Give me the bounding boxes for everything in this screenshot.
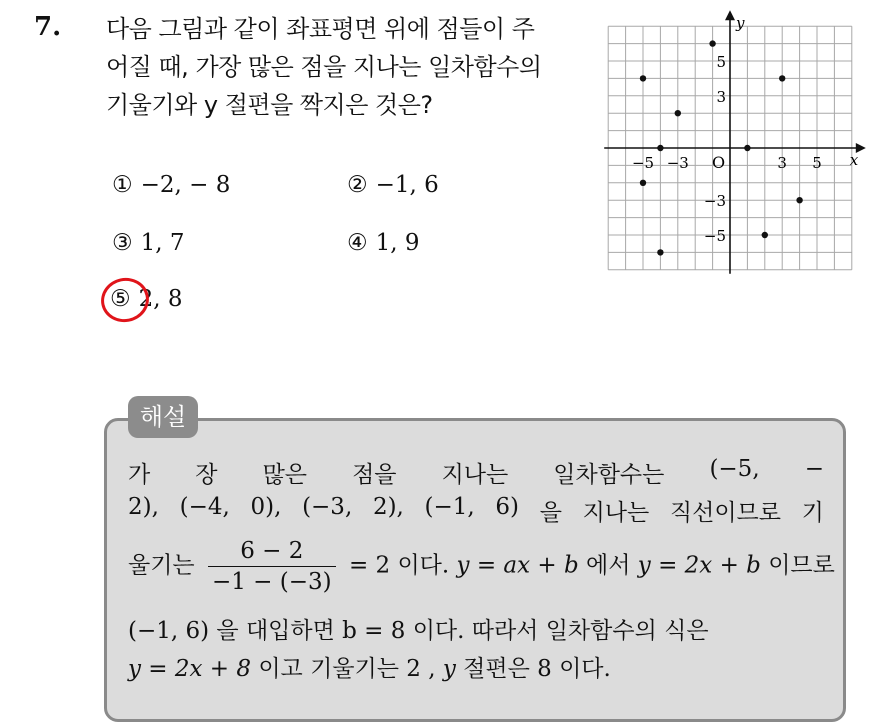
data-point — [640, 180, 646, 186]
choice-2[interactable] — [347, 172, 439, 198]
solution-prefix: 울기는 — [128, 552, 195, 579]
solution-line-2-word: 지나는 — [582, 500, 650, 526]
fraction-numerator: 6 − 2 — [208, 538, 336, 567]
choice-3-text: 1, 7 — [140, 230, 185, 256]
data-point — [675, 110, 681, 116]
solution-line-2-word: 6) — [495, 494, 520, 520]
solution-intercept-text: 절편은 8 이다. — [463, 656, 611, 682]
y-axis-label: y — [736, 14, 745, 33]
solution-line-2-word: (−3, — [302, 494, 353, 520]
question-line-2: 어질 때, 가장 많은 점을 지나는 일차함수의 — [106, 53, 542, 81]
question-line-1: 다음 그림과 같이 좌표평면 위에 점들이 주 — [106, 15, 535, 43]
choice-3[interactable] — [112, 230, 185, 256]
solution-line-1-word: − — [804, 456, 824, 482]
equation-partial-suffix: 이므로 — [768, 552, 835, 579]
y-tick-label: −5 — [703, 227, 726, 245]
equation-general-suffix: 에서 — [586, 552, 631, 579]
solution-slope-result: = 2 이다. — [348, 552, 450, 579]
y-tick-label: −3 — [703, 192, 726, 211]
data-point — [657, 249, 663, 255]
y-label: y — [442, 656, 456, 682]
solution-line-2-word: 0), — [250, 494, 282, 520]
solution-line-2-word: 기 — [801, 500, 824, 526]
choice-5-number: ⑤ — [110, 286, 131, 312]
coordinate-graph — [608, 14, 859, 270]
choice-1[interactable] — [112, 172, 230, 198]
solution-line-3 — [128, 538, 835, 595]
choice-4[interactable] — [347, 230, 420, 256]
solution-line-1-word: (−5, — [709, 456, 760, 482]
solution-line-2-word: 2), — [128, 494, 159, 520]
solution-line-2-word: 직선이므로 — [669, 500, 781, 526]
solution-line-1 — [128, 456, 824, 489]
x-tick-label: 5 — [812, 154, 822, 172]
x-axis-label: x — [849, 151, 859, 169]
solution-line-5 — [128, 650, 824, 683]
data-point — [779, 75, 785, 81]
solution-line-1-word: 많은 — [262, 462, 307, 488]
solution-line-2 — [128, 494, 824, 527]
solution-line-1-word: 장 — [195, 462, 218, 488]
y-axis-arrow — [725, 10, 735, 20]
data-point — [796, 197, 802, 203]
choice-1-text: −2, − 8 — [140, 172, 231, 198]
question-text — [106, 10, 586, 124]
solution-line-4: (−1, 6) 을 대입하면 b = 8 이다. 따라서 일차함수의 식은 — [128, 618, 709, 644]
solution-line-2-word: 2), — [372, 494, 404, 520]
fraction-denominator: −1 − (−3) — [211, 569, 332, 595]
choice-3-number: ③ — [112, 230, 133, 256]
question-number: 7. — [34, 12, 62, 42]
solution-line-1-word: 점을 — [352, 462, 397, 488]
y-tick-label: 5 — [716, 53, 726, 71]
choice-4-number: ④ — [347, 230, 368, 256]
data-point — [709, 40, 715, 46]
equation-partial: y = 2x + b — [637, 552, 761, 579]
solution-line-1-word: 일차함수는 — [553, 462, 665, 488]
x-tick-label: −5 — [631, 154, 655, 172]
solution-slope-text: 이고 기울기는 2 , — [258, 656, 436, 682]
answer-circle-mark — [97, 273, 153, 326]
x-tick-label: 3 — [777, 154, 787, 172]
equation-final: y = 2x + 8 — [128, 656, 252, 682]
slope-fraction — [208, 538, 336, 595]
solution-line-1-word: 가 — [128, 462, 151, 488]
origin-label: O — [712, 153, 726, 172]
data-point — [657, 145, 663, 151]
question-line-3: 기울기와 y 절편을 짝지은 것은? — [106, 91, 433, 119]
solution-line-2-word: (−1, — [424, 494, 475, 520]
choice-2-text: −1, 6 — [375, 172, 439, 198]
solution-line-2-word: (−4, — [179, 494, 230, 520]
choice-1-number: ① — [112, 172, 133, 198]
choice-5-text: 2, 8 — [138, 286, 183, 312]
x-tick-label: −3 — [666, 154, 689, 172]
data-point — [744, 145, 750, 151]
equation-general: y = ax + b — [456, 552, 579, 579]
solution-label: 해설 — [128, 396, 198, 438]
choice-2-number: ② — [347, 172, 368, 198]
choice-4-text: 1, 9 — [375, 230, 420, 256]
y-tick-label: 3 — [716, 87, 726, 106]
solution-line-1-word: 지나는 — [441, 462, 509, 488]
solution-line-2-word: 을 — [539, 500, 562, 526]
data-point — [640, 75, 646, 81]
data-point — [762, 232, 768, 238]
